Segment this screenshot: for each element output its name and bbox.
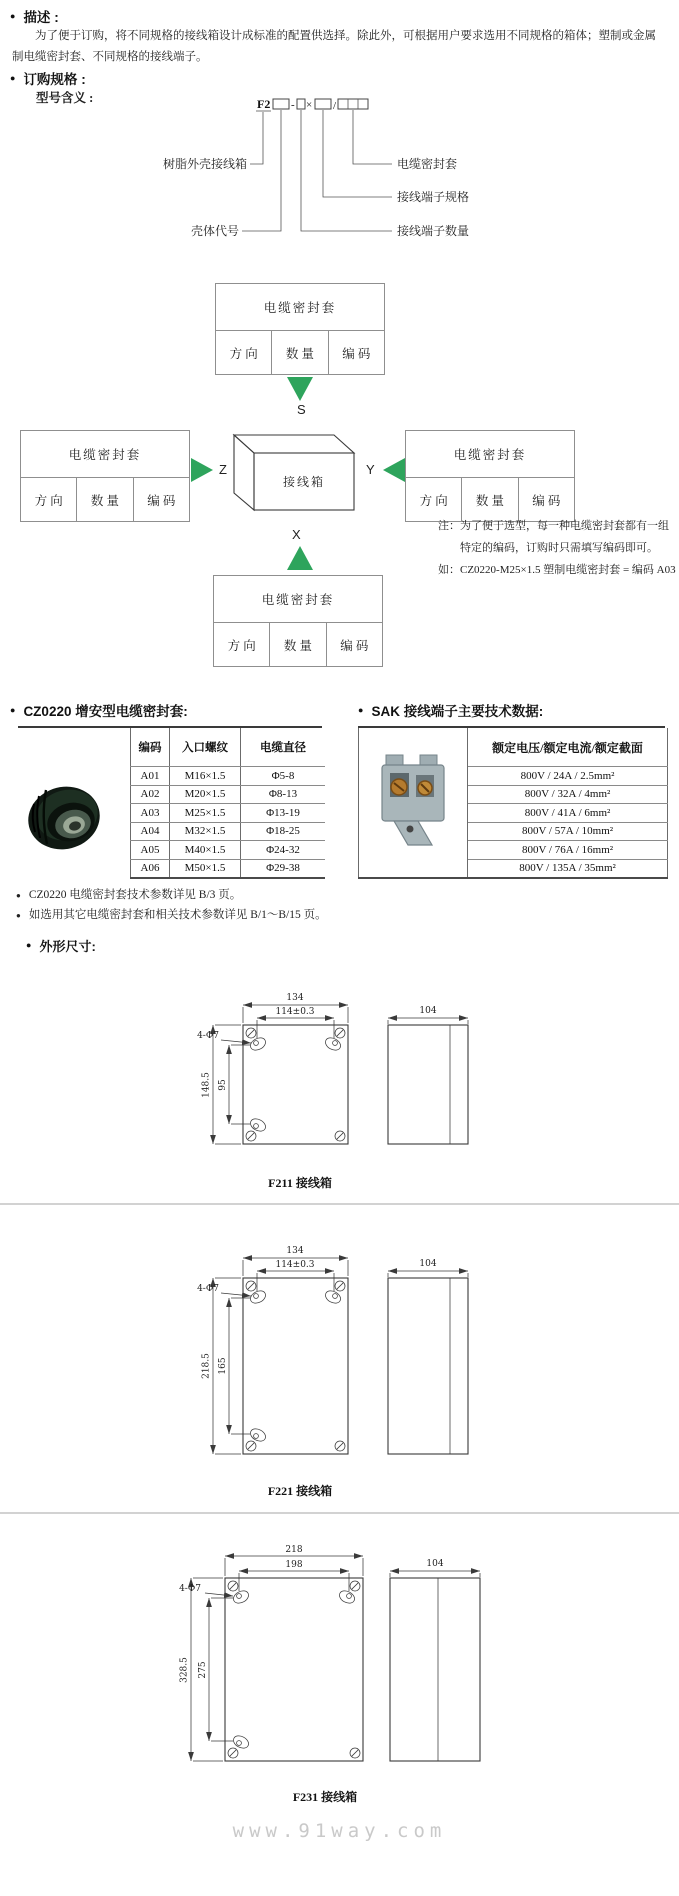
gland-col-direction: 方 向 xyxy=(216,331,272,374)
model-meaning-label: 型号含义 : xyxy=(36,91,94,105)
dim-inner-height: 165 xyxy=(218,1357,228,1375)
dim-inner-width: 198 xyxy=(285,1560,303,1570)
table-cell: Φ8-13 xyxy=(241,785,326,804)
label-terminal-spec: 接线端子规格 xyxy=(397,190,470,204)
bullet-icon: ● xyxy=(26,940,32,950)
col-header-code: 编码 xyxy=(131,728,170,767)
gland-col-direction: 方 向 xyxy=(406,478,462,521)
dim-inner-width: 114±0.3 xyxy=(275,1260,315,1270)
table-cell: A03 xyxy=(131,804,170,823)
table-cell: 800V / 76A / 16mm² xyxy=(468,841,668,860)
cable-gland-photo xyxy=(26,770,104,872)
note-other-glands xyxy=(16,906,327,922)
cz0220-heading-text: CZ0220 增安型电缆密封套: xyxy=(23,704,188,719)
table-cell: Φ24-32 xyxy=(241,841,326,860)
dim-inner-width: 114±0.3 xyxy=(275,1007,315,1017)
dim-holes: 4-Φ7 xyxy=(197,1031,219,1041)
watermark: www.91way.com xyxy=(232,1820,447,1842)
label-cable-gland: 电缆密封套 xyxy=(397,157,458,171)
arrow-y-triangle xyxy=(383,458,405,482)
table-cell: A04 xyxy=(131,822,170,841)
gland-col-code: 编 码 xyxy=(342,346,371,361)
ordering-heading xyxy=(10,68,86,88)
dim-depth: 104 xyxy=(426,1559,444,1569)
table-cell: A02 xyxy=(131,785,170,804)
label-shell-code: 壳体代号 xyxy=(190,224,239,238)
dim-depth: 104 xyxy=(419,1259,437,1269)
dimensions-heading-text: 外形尺寸: xyxy=(39,939,96,954)
model-prefix: F2 xyxy=(257,97,271,111)
table-cell: M20×1.5 xyxy=(170,785,241,804)
table-row xyxy=(131,822,326,841)
dim-width: 218 xyxy=(285,1545,303,1555)
table-cell: M16×1.5 xyxy=(170,767,241,786)
model-times: × xyxy=(306,99,313,111)
junction-box-label: 接线箱 xyxy=(282,475,326,489)
gland-col-qty: 数 量 xyxy=(462,478,518,521)
gland-col-code: 编 码 xyxy=(532,493,561,508)
bullet-icon: ● xyxy=(358,704,364,715)
table-cell: A01 xyxy=(131,767,170,786)
gland-col-direction: 方 向 xyxy=(21,478,77,521)
table-cell: 800V / 57A / 10mm² xyxy=(468,822,668,841)
table-cell: Φ29-38 xyxy=(241,859,326,878)
dim-holes: 4-Φ7 xyxy=(179,1584,201,1594)
ordering-heading-text: 订购规格 : xyxy=(23,72,86,87)
bullet-icon: ● xyxy=(10,10,16,21)
col-header-thread: 入口螺纹 xyxy=(170,728,241,767)
bullet-icon: ● xyxy=(16,891,21,900)
bullet-icon: ● xyxy=(10,72,16,83)
table-header-row xyxy=(359,728,668,767)
dim-height: 148.5 xyxy=(201,1072,212,1098)
arrow-z-triangle xyxy=(191,458,213,482)
section-divider xyxy=(0,1512,679,1514)
bullet-icon: ● xyxy=(10,704,16,715)
description-heading xyxy=(10,6,59,26)
diagram-note-2: 特定的编码，订购时只需填写编码即可。 xyxy=(460,542,658,554)
table-row xyxy=(131,804,326,823)
gland-col-qty: 数 量 xyxy=(270,623,326,666)
table-cell: 800V / 24A / 2.5mm² xyxy=(468,767,668,786)
label-resin-box: 树脂外壳接线箱 xyxy=(162,157,247,171)
table-row xyxy=(131,785,326,804)
gland-table-title: 电缆密封套 xyxy=(214,576,382,623)
table-header-row xyxy=(131,728,326,767)
table-row xyxy=(131,841,326,860)
table-cell: M50×1.5 xyxy=(170,859,241,878)
terminal-block-photo xyxy=(370,749,456,853)
description-heading-text: 描述 : xyxy=(23,10,59,25)
col-header-rating: 额定电压/额定电流/额定截面 xyxy=(468,728,668,767)
model-dash: - xyxy=(291,99,295,111)
table-cell: Φ5-8 xyxy=(241,767,326,786)
bullet-icon: ● xyxy=(16,911,21,920)
cz0220-heading xyxy=(10,700,188,720)
gland-table-left xyxy=(20,430,190,522)
col-header-diameter: 电缆直径 xyxy=(241,728,326,767)
description-body: 为了便于订购，将不同规格的接线箱设计成标准的配置供选择。除此外，可根据用户要求选用不同规格的箱体；塑制或金属制电缆密封套、不同规格的接线端子。 xyxy=(12,30,656,64)
axis-letter-y: Y xyxy=(366,462,375,477)
junction-box-3d xyxy=(230,430,360,515)
axis-letter-z: Z xyxy=(219,462,227,477)
diagram-note-1: 注：为了便于选型，每一种电缆密封套都有一组 xyxy=(438,520,669,532)
dim-inner-height: 275 xyxy=(198,1661,208,1679)
table-cell: M25×1.5 xyxy=(170,804,241,823)
gland-col-code: 编 码 xyxy=(340,638,369,653)
dim-inner-height: 95 xyxy=(218,1079,228,1091)
table-cell: Φ18-25 xyxy=(241,822,326,841)
arrow-x-triangle xyxy=(287,546,313,570)
arrow-s-triangle xyxy=(287,377,313,401)
model-slash: / xyxy=(333,100,337,112)
label-terminal-qty: 接线端子数量 xyxy=(397,224,470,238)
section-divider xyxy=(0,1203,679,1205)
table-cell: 800V / 41A / 6mm² xyxy=(468,804,668,823)
note-cz-params xyxy=(16,886,241,902)
dim-depth: 104 xyxy=(419,1006,437,1016)
model-code-diagram xyxy=(0,88,679,250)
dim-height: 218.5 xyxy=(201,1353,212,1379)
table-cell: M32×1.5 xyxy=(170,822,241,841)
table-cell: M40×1.5 xyxy=(170,841,241,860)
f211-caption: F211 接线箱 xyxy=(268,1176,332,1190)
diagram-note-3: 如：CZ0220-M25×1.5 塑制电缆密封套 = 编码 A03 xyxy=(438,564,676,576)
f211-drawing xyxy=(165,985,485,1165)
dim-height: 328.5 xyxy=(179,1657,190,1683)
dimensions-heading xyxy=(26,936,96,955)
gland-table-right xyxy=(405,430,575,522)
f231-caption: F231 接线箱 xyxy=(292,1790,358,1804)
f231-drawing xyxy=(145,1540,505,1772)
axis-letter-s: S xyxy=(297,402,306,417)
gland-col-direction: 方 向 xyxy=(214,623,270,666)
gland-table-bottom xyxy=(213,575,383,667)
sak-heading xyxy=(358,700,543,720)
table-row xyxy=(131,859,326,878)
table-cell: A06 xyxy=(131,859,170,878)
gland-col-qty: 数 量 xyxy=(77,478,133,521)
gland-col-code: 编 码 xyxy=(147,493,176,508)
sak-table xyxy=(358,728,668,879)
table-cell: 800V / 32A / 4mm² xyxy=(468,785,668,804)
cz0220-table xyxy=(130,728,325,879)
table-cell: 800V / 135A / 35mm² xyxy=(468,859,668,878)
table-row xyxy=(131,767,326,786)
gland-table-title: 电缆密封套 xyxy=(21,431,189,478)
table-cell: Φ13-19 xyxy=(241,804,326,823)
table-cell: A05 xyxy=(131,841,170,860)
gland-table-top xyxy=(215,283,385,375)
dim-width: 134 xyxy=(286,993,304,1003)
gland-table-title: 电缆密封套 xyxy=(216,284,384,331)
dim-width: 134 xyxy=(286,1246,304,1256)
note-text: 如选用其它电缆密封套和相关技术参数详见 B/1～B/15 页。 xyxy=(28,909,327,921)
f221-caption: F221 接线箱 xyxy=(267,1484,333,1498)
gland-table-title: 电缆密封套 xyxy=(406,431,574,478)
sak-heading-text: SAK 接线端子主要技术数据: xyxy=(371,704,544,719)
terminal-photo-cell xyxy=(359,728,468,878)
note-text: CZ0220 电缆密封套技术参数详见 B/3 页。 xyxy=(28,889,242,901)
f221-drawing xyxy=(165,1238,485,1464)
dim-holes: 4-Φ7 xyxy=(197,1284,219,1294)
gland-col-qty: 数 量 xyxy=(272,331,328,374)
axis-letter-x: X xyxy=(292,527,301,542)
